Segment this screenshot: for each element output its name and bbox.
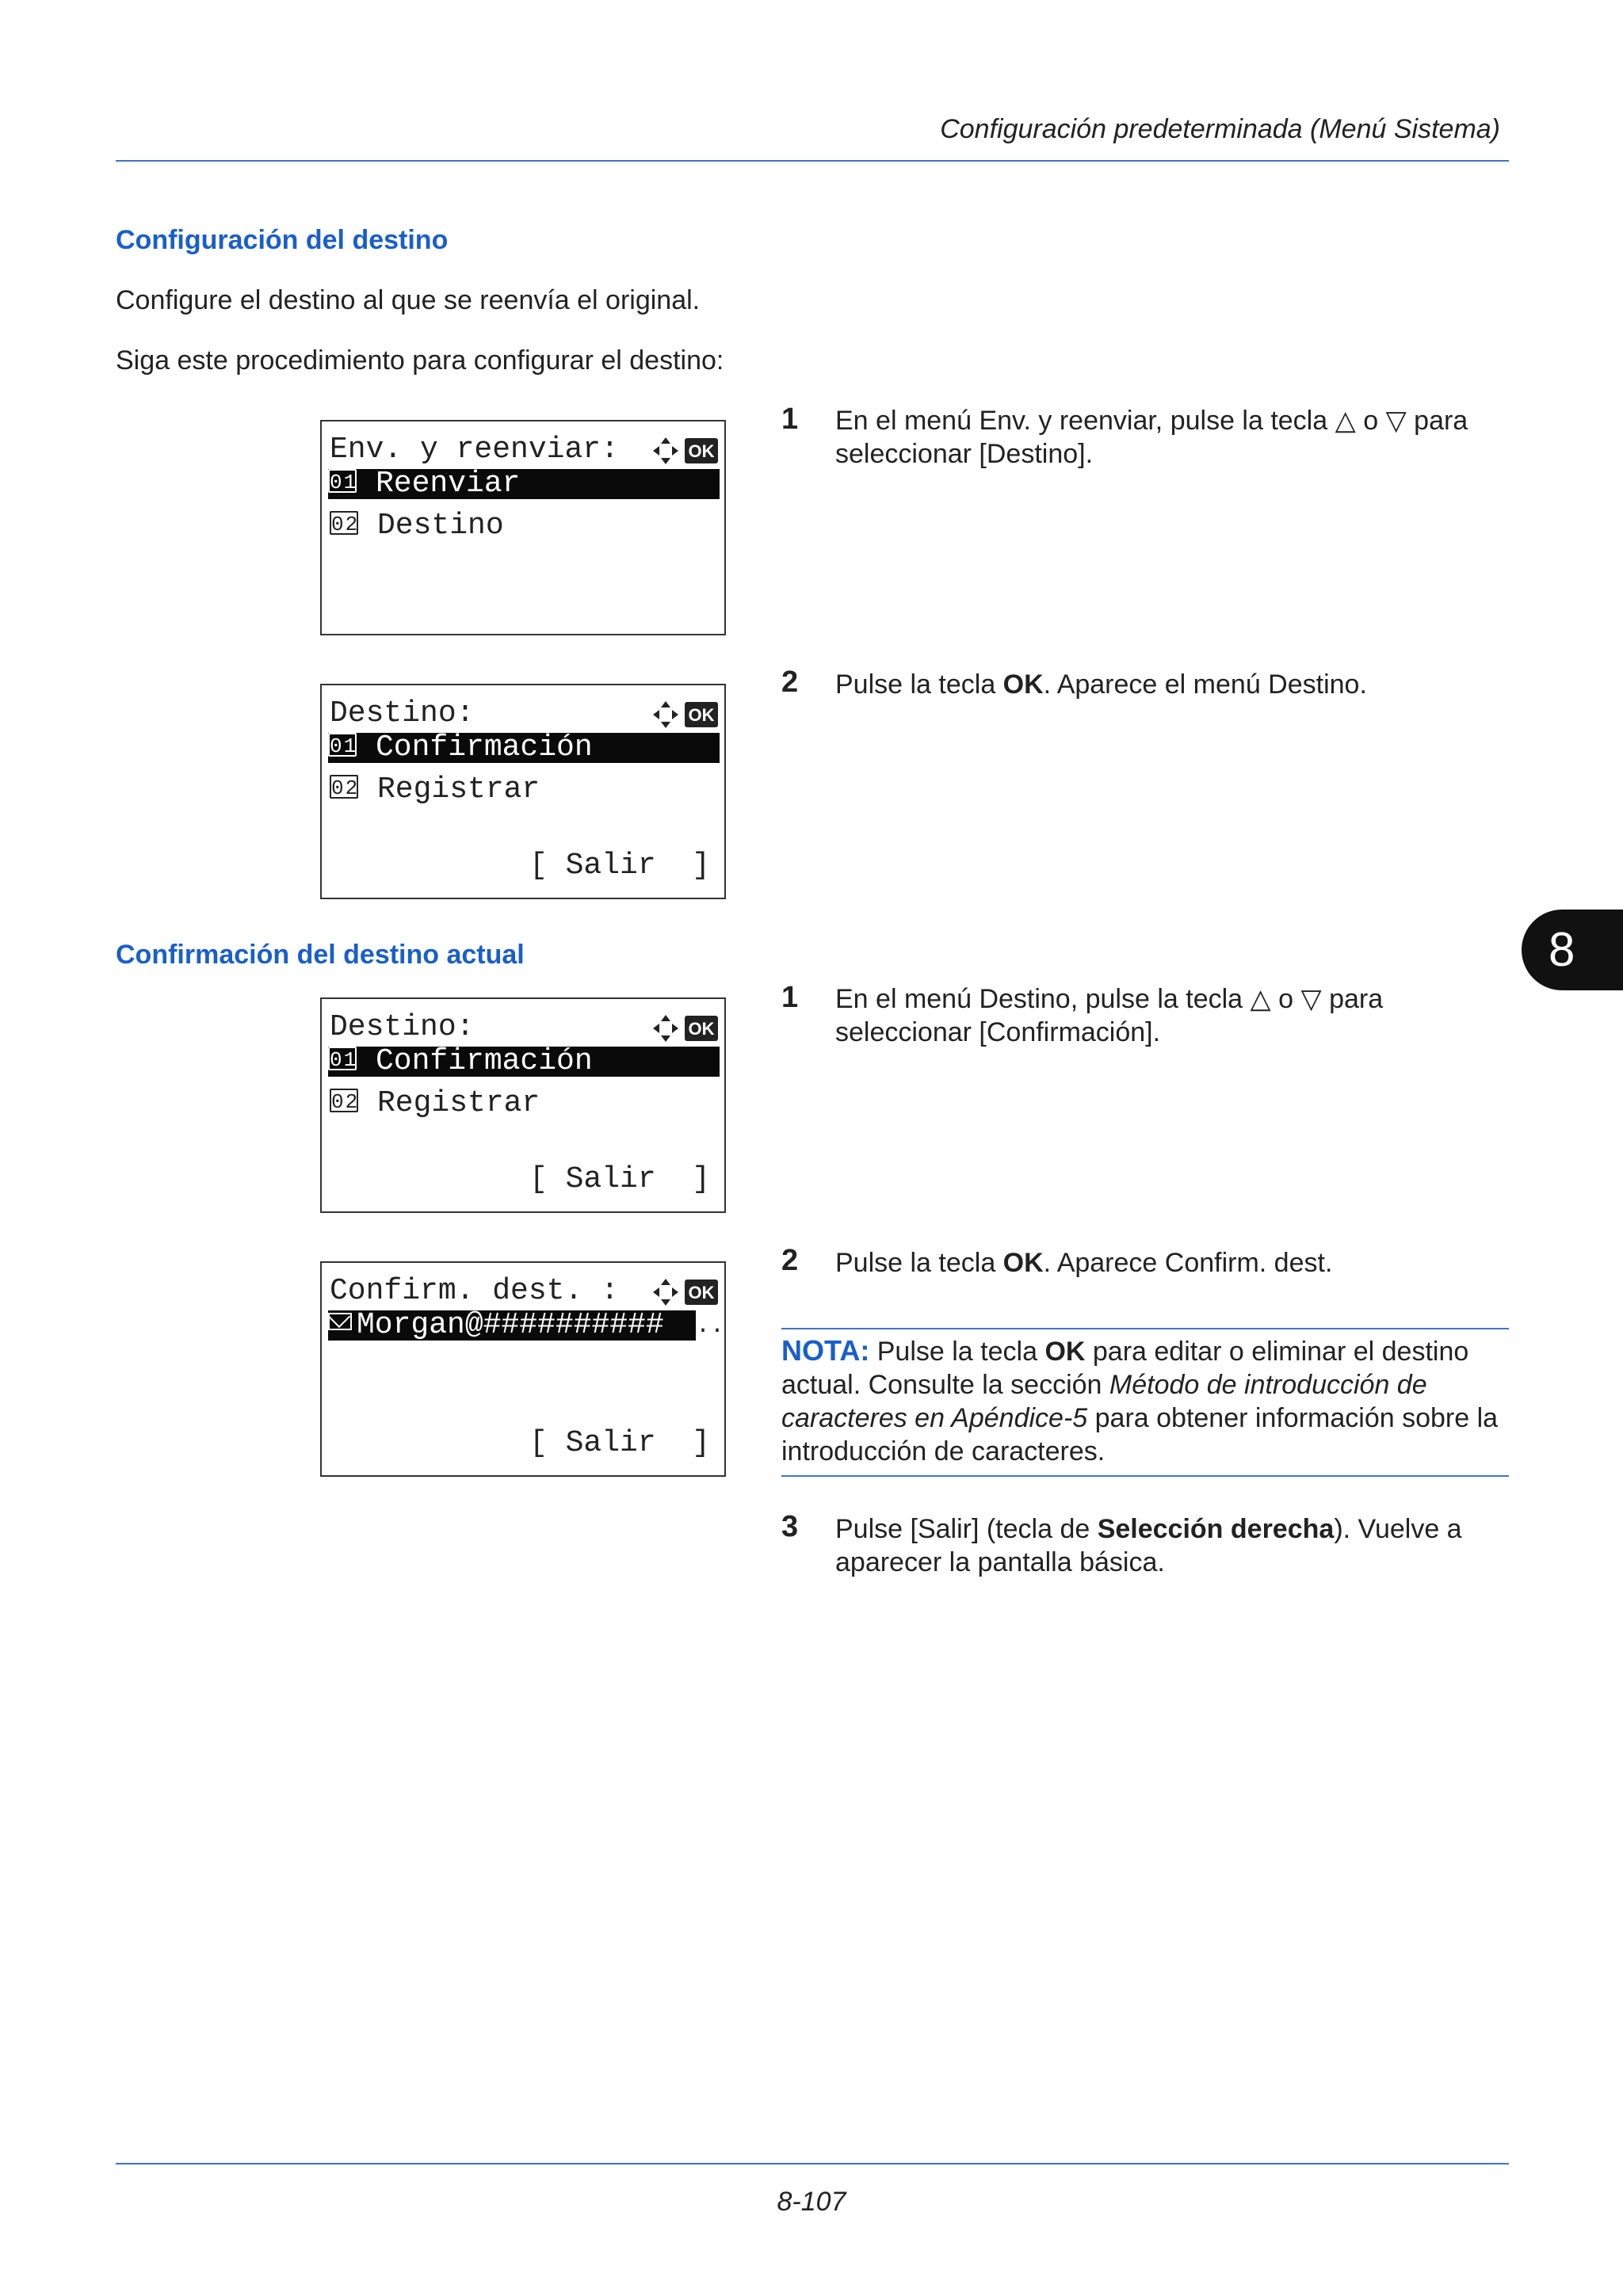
step-text: Pulse la tecla OK. Aparece el menú Destino. [835, 669, 1367, 700]
step-number: 1 [781, 981, 799, 1014]
lcd-menu-item [330, 510, 504, 542]
lcd-item-label: Confirmación [376, 730, 593, 765]
running-header: Configuración predeterminada (Menú Sistema) [940, 114, 1500, 144]
lcd-menu-item-selected [328, 730, 720, 765]
svg-text:OK: OK [688, 441, 715, 461]
svg-text:OK: OK [688, 705, 715, 725]
step-text: Pulse la tecla OK. Aparece Confirm. dest. [835, 1248, 1333, 1278]
lcd-screen-destino-2 [320, 997, 726, 1213]
lcd-item-label: Reenviar [376, 467, 521, 501]
footer-rule [116, 2163, 1509, 2164]
step-number: 2 [781, 1244, 799, 1277]
lcd-item-label: Registrar [377, 1086, 540, 1120]
nav-ok-icon [651, 700, 720, 730]
mail-icon [328, 1313, 352, 1330]
lcd-destination-address: Morgan@########## [357, 1308, 664, 1342]
lcd-title: Destino: [330, 1010, 475, 1044]
section-heading-config-destino: Configuración del destino [116, 225, 449, 255]
lcd-screen-destino [320, 684, 726, 899]
lcd-menu-item [330, 1088, 540, 1119]
nav-ok-icon [651, 1013, 720, 1043]
svg-text:OK: OK [688, 1019, 715, 1039]
item-number-icon: 02 [331, 1089, 360, 1114]
header-rule [116, 160, 1509, 162]
lcd-menu-item-selected [328, 1044, 720, 1078]
nota-bottom-rule [781, 1475, 1509, 1477]
item-number-icon: 01 [330, 734, 358, 758]
step-text: En el menú Destino, pulse la tecla △ o ▽ para seleccionar [Confirmación]. [835, 984, 1384, 1047]
step-text: En el menú Env. y reenviar, pulse la tecla △ o ▽ para seleccionar [Destino]. [835, 406, 1468, 469]
step-number: 1 [781, 402, 799, 436]
up-arrow-icon: △ [1335, 406, 1356, 436]
lcd-title: Destino: [330, 696, 475, 730]
nav-ok-icon [651, 436, 720, 466]
section-heading-confirmacion: Confirmación del destino actual [116, 940, 525, 970]
lcd-item-label: Destino [377, 509, 504, 543]
item-number-icon: 01 [330, 470, 358, 494]
page-number: 8-107 [777, 2187, 846, 2217]
nota-box: NOTA: Pulse la tecla OK para editar o eliminar el destino actual. Consulte la sección Método de introducción de caracteres en Apéndice-5 para obtener información sobre la introducción de caracteres. [781, 1334, 1499, 1466]
lcd-item-label: Confirmación [376, 1044, 593, 1078]
lcd-destination-selected [328, 1310, 696, 1341]
step-text: Pulse [Salir] (tecla de Selección derecha). Vuelve a aparecer la pantalla básica. [835, 1514, 1462, 1577]
item-number-icon: 02 [331, 776, 360, 800]
item-number-icon: 02 [331, 512, 360, 536]
nota-top-rule [781, 1328, 1509, 1329]
lcd-softkey-salir: [ Salir ] [529, 1426, 711, 1460]
lcd-screen-env-reenviar [320, 420, 726, 635]
lcd-item-label: Registrar [377, 772, 540, 807]
lcd-menu-item-selected [328, 469, 720, 499]
svg-text:OK: OK [688, 1283, 715, 1302]
lcd-menu-item [330, 774, 540, 806]
step-number: 3 [781, 1510, 799, 1543]
up-arrow-icon: △ [1250, 984, 1271, 1014]
down-arrow-icon: ▽ [1300, 984, 1322, 1014]
item-number-icon: 01 [330, 1047, 358, 1072]
procedure-paragraph: Siga este procedimiento para configurar el destino: [116, 345, 724, 376]
intro-paragraph: Configure el destino al que se reenvía el original. [116, 285, 701, 315]
nav-ok-icon [651, 1277, 720, 1307]
lcd-softkey-salir: [ Salir ] [529, 1162, 711, 1196]
lcd-screen-confirm-dest [320, 1261, 726, 1477]
overflow-indicator: .. [696, 1313, 725, 1340]
step-number: 2 [781, 666, 799, 699]
down-arrow-icon: ▽ [1385, 406, 1407, 436]
lcd-title: Env. y reenviar: [330, 433, 619, 467]
lcd-softkey-salir: [ Salir ] [529, 849, 711, 883]
nota-label: NOTA: [781, 1334, 870, 1367]
chapter-tab: 8 [1522, 910, 1623, 990]
lcd-title: Confirm. dest. : [330, 1274, 619, 1308]
